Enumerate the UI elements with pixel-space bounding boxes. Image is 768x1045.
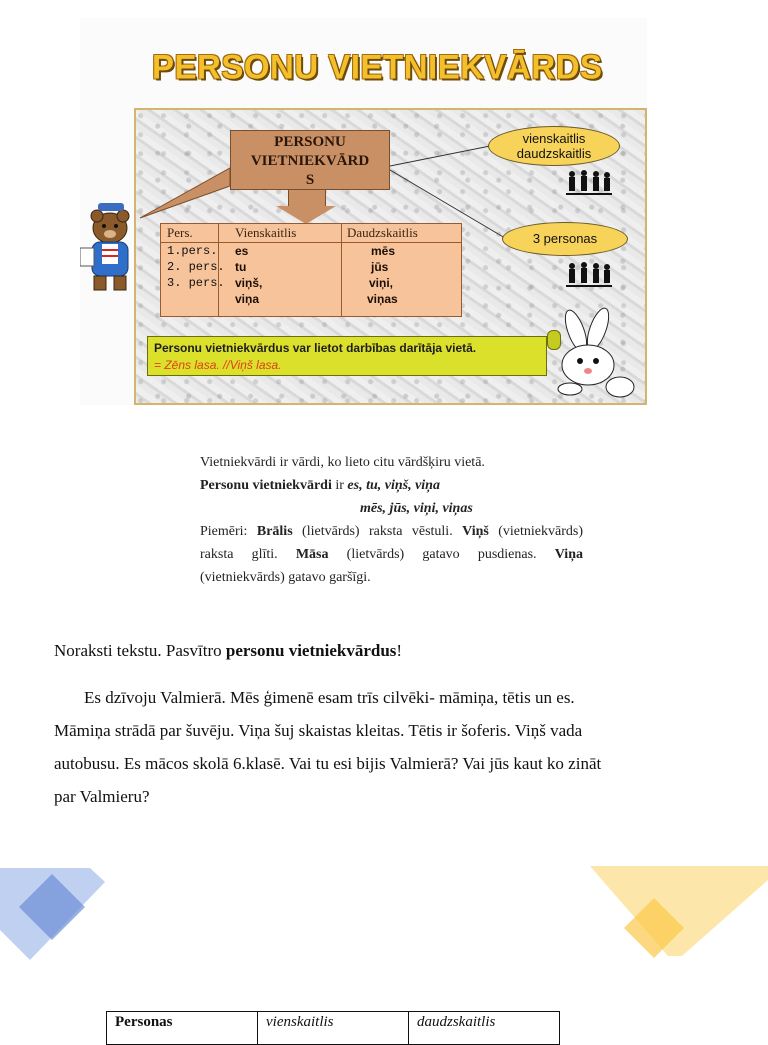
row-3-plural: viņi, [369,276,394,290]
row-1-pers: 1.pers. [167,244,218,258]
pronoun-title-box [230,130,390,190]
header-daudzskaitlis: daudzskaitlis [409,1012,560,1045]
example-word-4: Viņa [554,547,583,562]
row-2-pers: 2. pers. [167,260,225,274]
illustration-title: PERSONU VIETNIEKVĀRDS [152,47,603,86]
teddy-bear-icon [80,198,146,298]
definition-line: Vietniekvārdi ir vārdi, ko lieto citu vārdšķiru vietā. [200,455,485,470]
task-end: ! [396,641,403,660]
down-arrow-stem [288,190,326,206]
task-bold: personu vietniekvārdus [225,641,397,660]
down-arrow-head [276,206,336,224]
row-2-singular: tu [235,260,247,274]
pronoun-table [160,223,462,317]
people-group-icon [564,168,614,196]
definition-block [200,451,583,589]
people-group-icon-2 [564,260,614,288]
number-bubble [488,126,620,166]
header-plural: Daudzskaitlis [347,225,418,240]
example-text-4: (vietniekvārds) gatavo garšīgi. [200,570,371,585]
row-4-plural: viņas [367,292,398,306]
passage-text: Es dzīvoju Valmierā. Mēs ģimenē esam trīs cilvēki- māmiņa, tētis un es. Māmiņa strādā par šuvēju. Viņa šuj skaistas kleitas. Tētis ir šoferis. Viņš vada autobusu. Es mācos skolā 6.klasē. Vai tu esi bijis Valmierā? Vai jūs kaut ko zināt par Valmieru? [54,688,602,806]
term-personal-pronouns: Personu vietniekvārdi [200,478,332,493]
example-text-2: (vietniekvārds) raksta glīti. [200,524,583,562]
is-word: ir [331,478,348,493]
header-vienskaitlis: vienskaitlis [258,1012,409,1045]
rabbit-icon [550,303,640,403]
examples-paragraph [200,520,583,589]
row-1-plural: mēs [371,244,396,258]
row-3-singular: viņš, [235,276,263,290]
row-1-singular: es [235,244,249,258]
task-text: Noraksti tekstu. Pasvītro [54,641,226,660]
example-word-1: Brālis [256,524,293,539]
title-box-line-2: VIETNIEKVĀRD [250,153,370,169]
header-singular: Vienskaitlis [235,225,297,240]
plural-pronoun-list: mēs, jūs, viņi, viņas [360,501,473,516]
singular-pronoun-list: es, tu, viņš, viņa [347,478,440,493]
example-word-2: Viņš [462,524,489,539]
yellow-diamond-decoration [586,860,768,970]
pronoun-table-divider-2 [341,224,342,316]
usage-banner [147,336,547,376]
example-text-1: (lietvārds) raksta vēstuli. [292,524,463,539]
examples-prefix: Piemēri: [200,524,257,539]
banner-example: = Zēns lasa. //Viņš lasa. [154,358,282,372]
exercise-table [106,1011,560,1045]
plural-pronoun-line [200,497,583,520]
bubble-plural: daudzskaitlis [516,146,592,161]
bubble-singular: vienskaitlis [522,131,586,146]
pronoun-illustration [80,18,647,405]
reading-passage [54,681,614,813]
persons-bubble: 3 personas [502,222,628,256]
task-instruction [54,641,402,661]
title-box-line-1: PERSONU [274,134,346,150]
row-3-pers: 3. pers. [167,276,225,290]
row-4-singular: viņa [235,292,260,306]
example-text-3: (lietvārds) gatavo pusdienas. [328,547,555,562]
title-box-line-3: S [305,172,315,188]
header-personas: Personas [107,1012,258,1045]
example-word-3: Māsa [295,547,329,562]
blue-diamond-decoration [0,860,120,970]
personal-pronouns-line [200,474,583,497]
table-row [107,1012,560,1045]
banner-rule: Personu vietniekvārdus var lietot darbības darītāja vietā. [154,341,477,355]
row-2-plural: jūs [371,260,389,274]
header-pers: Pers. [167,225,193,240]
